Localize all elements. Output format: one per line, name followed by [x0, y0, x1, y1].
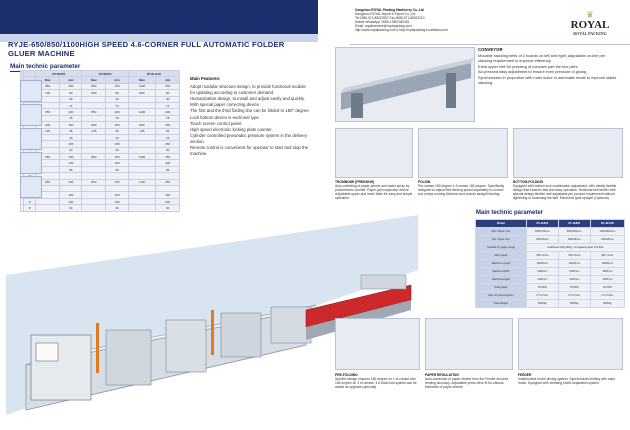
table-cell: 16000mm [590, 260, 624, 268]
trombone-photo [335, 128, 413, 178]
table-header-cell: Max [36, 77, 60, 83]
table-cell: 8500kg [558, 300, 590, 308]
caption-title: FOLDIN [418, 180, 431, 184]
table-cell: 74 [106, 102, 128, 108]
table-row-label: Total power [476, 284, 527, 292]
feature-line: Cylinder controlled pneumatic pressure system in the delivery section. [190, 132, 308, 144]
box-diagram-thumbnail [20, 152, 42, 174]
table-cell: 78 [60, 115, 82, 121]
table-cell: 135 [36, 128, 60, 134]
table-cell: 16000mm [526, 260, 558, 268]
company-info [355, 8, 585, 32]
table-cell: 100 [106, 198, 128, 204]
table-cell: O [24, 198, 36, 204]
table-header-cell: RY-JE1100 [590, 220, 624, 228]
conveyor-description [478, 47, 620, 86]
feature-line: Touch screen control panel. [190, 120, 243, 126]
table-row-label: Max. Air Consumption [476, 292, 527, 300]
table-cell: 150 [106, 179, 128, 185]
table-cell: 30 [156, 205, 180, 211]
table-cell: 450 m/min [590, 252, 624, 260]
table-cell: 150 [60, 192, 82, 198]
table-cell: 35 [106, 128, 128, 134]
table-cell: 155 [106, 141, 128, 147]
table-cell: 30 [60, 147, 82, 153]
table-cell: 16.5KW [526, 284, 558, 292]
table-cell: 40 [156, 96, 180, 102]
caption-text: Specific design ensures 180 degree on 1 st crease and 165 degree on 3 rd crease. 4-6 back-fold system can be added as upgrade (optional). [335, 377, 417, 390]
feature-line: Lock bottom device is sectional type. [190, 114, 260, 120]
table-header-row [476, 220, 625, 228]
table-header-cell: Max [82, 77, 106, 83]
table-cell: 0.7m³/min [558, 292, 590, 300]
caption-text: Auto-collecting of paper-sheets and water spray by photoelectric counter. Paper-jam inspection device. Adjustable upper and lower belts for easy and simple operation. [335, 184, 413, 201]
table-header-cell: Max [128, 77, 156, 83]
caption-text: Auto-correction of paper-sheets from the Feeder ensures feeding accuracy. Adjustable press drive fit for various thickness of paper-sheets. [425, 377, 509, 390]
table-header-cell: RY-JE850 [558, 220, 590, 228]
table-cell: 30 [156, 147, 180, 153]
table-cell: 150 [60, 154, 82, 160]
table-cell: 150 [60, 83, 82, 89]
table-row-label: Max speed [476, 252, 527, 260]
table-cell: 100 [106, 109, 128, 115]
table-row [476, 236, 625, 244]
table-cell: 78 [106, 115, 128, 121]
table-cell: 150 [60, 179, 82, 185]
table-row-label: Max. Paper size [476, 228, 527, 236]
table-cell: 1450mm [558, 276, 590, 284]
left-param-heading: Main technic parameter [10, 63, 81, 70]
conveyor-line: Synchronized in proportion with main motor in automatic mode to improve stable stacking. [478, 74, 617, 85]
table-cell: 185x95mm [590, 236, 624, 244]
table-cell: 95 [60, 166, 82, 172]
crown-icon: ♛ [586, 10, 594, 19]
table-cell: 1100X900mm [590, 228, 624, 236]
table-row [476, 268, 625, 276]
table-header-cell: RYJE1100 [128, 71, 179, 77]
table-cell: 150 [106, 83, 128, 89]
box-diagram-thumbnail [20, 104, 42, 126]
feature-line: Adopt modular structure design, to provide functional module for updating according to customer demand. [190, 84, 306, 96]
company-line: http://www.royalpacking.com & http://royalpacking.en.alibaba.com [355, 28, 448, 32]
caption-text: Independent motor driving system. Synchronized belting with main motor. Equipped with vibrating sheet-separation system. [518, 377, 615, 386]
table-cell: 650 [36, 109, 60, 115]
table-cell: 650 [36, 179, 60, 185]
table-cell: 155 [156, 141, 180, 147]
box-diagram-thumbnail [20, 80, 42, 102]
royal-logo [565, 10, 615, 44]
table-cell: 850 [82, 83, 106, 89]
table-cell: 1450mm [526, 276, 558, 284]
header-divider [350, 44, 630, 45]
table-cell: 650 [36, 154, 60, 160]
table-cell: 100 [60, 198, 82, 204]
table-cell: 30 [106, 205, 128, 211]
table-cell: 850 [82, 179, 106, 185]
feature-line: Humanization design, to install and adjust easily and quickly. [190, 96, 306, 102]
table-header-cell: min [156, 77, 180, 83]
table-cell [82, 205, 106, 211]
table-cell: 1100 [128, 83, 156, 89]
table-cell: 16.5KW [590, 284, 624, 292]
company-line: Hangzhou ROYAL Import & Export Co.,Ltd. [355, 12, 416, 16]
folding-caption [418, 180, 508, 196]
table-cell: 40 [60, 96, 82, 102]
table-cell: 16.5KW [558, 284, 590, 292]
table-cell: 1100 [128, 109, 156, 115]
table-cell: 150 [106, 192, 128, 198]
table-cell: 90 [106, 90, 128, 96]
left-param-table [20, 70, 180, 212]
table-cell: 35 [60, 128, 82, 134]
table-cell: 1800mm [590, 268, 624, 276]
bottom-folding-caption [513, 180, 623, 200]
table-row [476, 284, 625, 292]
table-cell: 74 [156, 102, 180, 108]
table-cell [128, 205, 156, 211]
table-cell: 100 [106, 160, 128, 166]
table-cell: 8000kg [526, 300, 558, 308]
paper-regulation-caption [425, 373, 513, 389]
caption-title: FEEDER [518, 373, 532, 377]
bottom-folding-photo [513, 128, 623, 178]
table-cell: 135 [128, 128, 156, 134]
table-cell: 78 [156, 115, 180, 121]
feeder-caption [518, 373, 623, 385]
table-row-label: Machine Length [476, 260, 527, 268]
table-cell: 19 [60, 134, 82, 140]
caption-text: Equipped with bottom lock combination adjustment, with ideally flexible design that ensures fast and easy operation. Sectional belt feeder with special design,flexible and adjustable per product requirement without tightening or loosening the belt. Electronic glue sprayer (Optional). [513, 184, 617, 201]
table-header-cell: Model [476, 220, 527, 228]
table-cell: 35 [156, 128, 180, 134]
table-row-label: Machine Height [476, 276, 527, 284]
table-cell: J [24, 147, 36, 153]
table-cell: 1300mm [526, 268, 558, 276]
features-heading: Main Features: [190, 76, 221, 81]
table-cell: P [24, 205, 36, 211]
table-cell: 850X900mm [558, 228, 590, 236]
table-cell: 100 [156, 198, 180, 204]
table-cell: 150 [106, 154, 128, 160]
table-cell: 650 [36, 83, 60, 89]
table-row [476, 228, 625, 236]
table-row [476, 276, 625, 284]
table-cell: 30 [106, 147, 128, 153]
company-name: Cangzhou ROYAL Packing Machinery Co.,Ltd [355, 8, 424, 12]
table-cell: 74 [60, 102, 82, 108]
table-cell: 90 [156, 90, 180, 96]
table-cell: 800 [128, 122, 156, 128]
table-cell: 150 [156, 192, 180, 198]
table-row-label: Total Weight [476, 300, 527, 308]
trombone-caption [335, 180, 415, 200]
table-cell: 900 [82, 90, 106, 96]
box-diagram-thumbnail [20, 176, 42, 198]
table-row [21, 205, 180, 211]
table-cell: 30 [60, 205, 82, 211]
table-row [476, 244, 625, 252]
table-header-cell: min [60, 77, 82, 83]
table-header-cell: min [106, 77, 128, 83]
caption-title: PRE-FOLDING [335, 373, 358, 377]
feature-line: The first and the third folding line can be folded to 180° degree. [190, 108, 310, 114]
table-cell: 90 [60, 90, 82, 96]
table-cell: 150 [156, 154, 180, 160]
table-row [476, 300, 625, 308]
conveyor-title: CONVEYOR [478, 47, 503, 52]
table-cell: 450 m/min [558, 252, 590, 260]
table-cell: 150 [106, 122, 128, 128]
table-row-label: Suitable for paper range [476, 244, 527, 252]
table-cell: 150 [156, 83, 180, 89]
table-cell: 40 [106, 96, 128, 102]
table-cell: 1450mm [590, 276, 624, 284]
feature-line: With special paper correcting device. [190, 102, 261, 108]
main-features [190, 76, 310, 157]
table-cell: 450 m/min [526, 252, 558, 260]
table-cell: 100 [156, 109, 180, 115]
table-cell: 9000kg [590, 300, 624, 308]
table-row [476, 292, 625, 300]
right-param-table [475, 219, 625, 308]
logo-subtext: ROYAL PACKING [573, 31, 607, 36]
table-header-cell: RYJE850 [82, 71, 128, 77]
table-cell: 16000mm [558, 260, 590, 268]
caption-title: TROMBONE (PRESSING) [335, 180, 375, 184]
company-line: Tel:0086-571-85022957 Fax:0086-571-85022213 [355, 16, 425, 20]
feature-line: High speed electronic kicking plate counter. [190, 126, 273, 132]
table-cell: 150 [156, 179, 180, 185]
table-cell: 1500mm [558, 268, 590, 276]
box-style-thumbnails [20, 80, 42, 200]
paper-regulation-photo [425, 318, 513, 370]
table-cell: 95 [106, 166, 128, 172]
table-cell: 185x95mm [526, 236, 558, 244]
box-diagram-thumbnail [20, 128, 42, 150]
table-cell: 135 [82, 128, 106, 134]
table-header-cell: RY-JE650 [526, 220, 558, 228]
table-cell: 185x95mm [558, 236, 590, 244]
feature-line: Remote control is convenient for operator to start and stop the machine. [190, 145, 308, 157]
product-title: RYJE-650/850/1100HIGH SPEED 4.6-CORNER FULL AUTOMATIC FOLDER GLUER MACHINE [8, 40, 285, 58]
logo-text: ROYAL [570, 19, 610, 31]
table-cell [36, 205, 60, 211]
table-row-label: Min. Paper size [476, 236, 527, 244]
feeder-photo [518, 318, 623, 370]
table-cell: 0.7m³/min [526, 292, 558, 300]
table-cell: 0.7m³/min [590, 292, 624, 300]
table-row [476, 260, 625, 268]
table-cell: 19 [156, 134, 180, 140]
table-cell: 800 [128, 90, 156, 96]
table-cell: 850 [82, 109, 106, 115]
top-navy-band [0, 0, 318, 34]
table-cell: cardboard 200g-800g, corrugated paper F-E flute [526, 244, 624, 252]
company-line: Mobile WhatsApp: 0086-13857460351 [355, 20, 410, 24]
conveyor-line: Movable stacking belts of 2 boards on left and right ,adjustable on-line per stacking requirement to improve efficiency. [478, 52, 606, 63]
caption-title: PAPER REGULATION [425, 373, 459, 377]
table-cell: 100 [156, 160, 180, 166]
table-cell: 100 [60, 109, 82, 115]
table-cell: 700 [36, 90, 60, 96]
table-cell: 155 [60, 141, 82, 147]
table-cell: 150 [156, 122, 180, 128]
right-param-heading: Main technic parameter [476, 210, 544, 216]
conveyor-line: Air-pressed easy adjustment to ensure even pressure of gluing. [478, 69, 588, 74]
table-cell: 19 [106, 134, 128, 140]
company-line: Email: royalmachine@royalpacking.com [355, 24, 412, 28]
table-cell: 1100 [128, 154, 156, 160]
caption-text: Pre-crease 180 degree 4-6 crease 180 degree. Specifically designed to adjust belt feeding speed separately to correct box entrys running direction and ensure straight feeding. [418, 184, 505, 197]
table-cell: 850 [82, 154, 106, 160]
table-cell: 95 [156, 166, 180, 172]
table-row-label: Machine Width [476, 268, 527, 276]
table-cell: 600 [36, 122, 60, 128]
folding-photo [418, 128, 508, 178]
pre-folding-caption [335, 373, 420, 389]
table-row [476, 252, 625, 260]
conveyor-line: Extra upper belt for pressing of concave part the box piles. [478, 63, 579, 69]
table-cell: 1100 [128, 179, 156, 185]
pre-folding-photo [335, 318, 420, 370]
table-header-cell: RYJE650 [36, 71, 82, 77]
table-cell: 100 [60, 160, 82, 166]
caption-title: BOTTOM-FOLDING [513, 180, 544, 184]
conveyor-photo [335, 47, 475, 122]
table-cell: 800 [82, 122, 106, 128]
table-cell: 150 [60, 122, 82, 128]
table-cell: 650X700mm [526, 228, 558, 236]
